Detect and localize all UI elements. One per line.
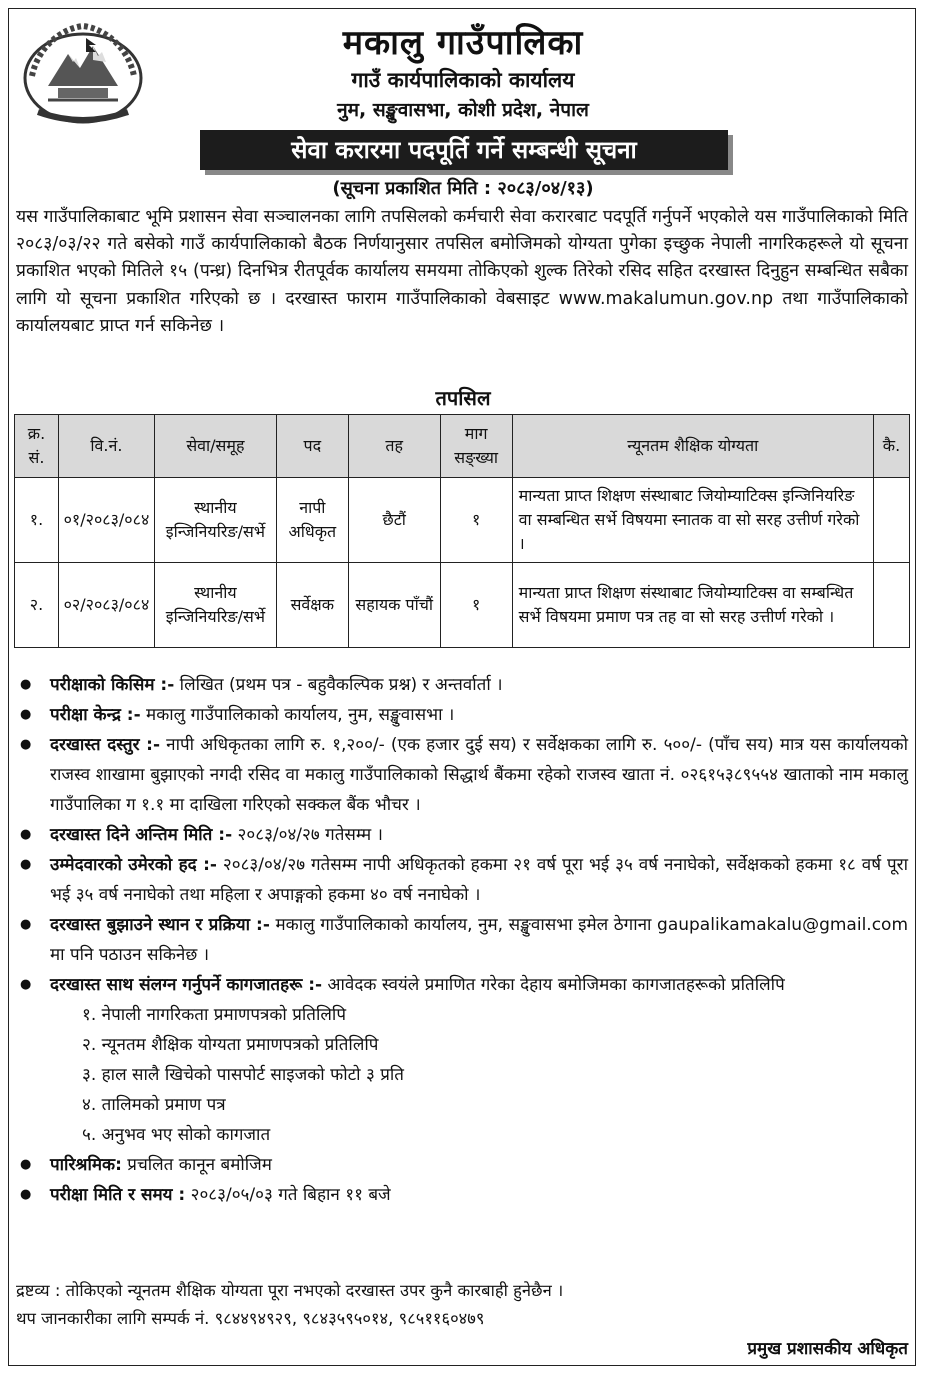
table-header-row	[15, 415, 910, 478]
row-level: सहायक पाँचौं	[348, 563, 440, 648]
office-name: गाउँ कार्यपालिकाको कार्यालय	[351, 68, 575, 92]
row-ad-no: ०१/२०८३/०८४	[58, 478, 154, 563]
deadline-text: २०८३/०४/२७ गतेसम्म ।	[232, 825, 383, 845]
submission-text: मकालु गाउँपालिकाको कार्यालय, नुम, सङ्खुवासभा इमेल ठेगाना gaupalikamakalu@gmail.com मा पनि पठाउन सकिनेछ ।	[50, 915, 908, 965]
age-limit-text: २०८३/०४/२७ गतेसम्म नापी अधिकृतको हकमा २१ वर्ष पूरा भई ३५ वर्ष ननाघेको, सर्वेक्षकको हकमा १८ वर्ष पूरा भई ३५ वर्ष ननाघेको तथा महिला र अपाङ्गको हकमा ४० वर्ष ननाघेको ।	[50, 855, 909, 905]
organization-name: मकालु गाउँपालिका	[342, 23, 584, 63]
col-header-sn: क्र. सं.	[15, 415, 59, 478]
exam-center-label: परीक्षा केन्द्र :-	[50, 705, 141, 725]
documents-text: आवेदक स्वयंले प्रमाणित गरेका देहाय बमोजिमका कागजातहरूको प्रतिलिपि	[322, 975, 785, 995]
row-sn: २.	[15, 563, 59, 648]
exam-type-label: परीक्षाको किसिम :-	[50, 675, 175, 695]
col-header-post: पद	[276, 415, 348, 478]
exam-date-text: २०८३/०५/०३ गते बिहान ११ बजे	[185, 1185, 391, 1205]
fee-label: दरखास्त दस्तुर :-	[50, 735, 161, 755]
row-post: नापी अधिकृत	[276, 478, 348, 563]
deadline-item	[16, 820, 908, 850]
row-count: १	[440, 478, 512, 563]
row-service: स्थानीय इन्जिनियरिङ/सर्भे	[154, 478, 276, 563]
document-item: १. नेपाली नागरिकता प्रमाणपत्रको प्रतिलिपि	[82, 1005, 346, 1025]
deadline-label: दरखास्त दिने अन्तिम मिति :-	[50, 825, 233, 845]
fee-text: नापी अधिकृतका लागि रु. १,२००/- (एक हजार दुई सय) र सर्वेक्षकका लागि रु. ५००/- (पाँच सय) मात्र यस कार्यालयको राजस्व शाखामा बुझाएको नगदी रसिद वा मकालु गाउँपालिकाको सिद्धार्थ बैंकमा रहेको राजस्व खाता नं. ०२६१५३८९५५४ खाताको नाम मकालु गाउँपालिका ग १.१ मा दाखिला गरिएको सक्कल बैंक भौचर ।	[50, 735, 908, 815]
submission-label: दरखास्त बुझाउने स्थान र प्रक्रिया :-	[50, 915, 270, 935]
col-header-level: तह	[348, 415, 440, 478]
col-header-ad-no: वि.नं.	[58, 415, 154, 478]
col-header-count: माग सङ्ख्या	[440, 415, 512, 478]
remuneration-item	[16, 1150, 908, 1180]
remuneration-label: पारिश्रमिक:	[50, 1155, 122, 1175]
row-qualification: मान्यता प्राप्त शिक्षण संस्थाबाट जियोम्याटिक्स वा सम्बन्धित सर्भे विषयमा प्रमाण पत्र तह वा सो सरह उत्तीर्ण गरेको ।	[512, 563, 873, 648]
conditions-list	[16, 670, 908, 1210]
exam-type-text: लिखित (प्रथम पत्र - बहुवैकल्पिक प्रश्न) र अन्तर्वार्ता ।	[174, 675, 503, 695]
table-heading: तपसिल	[435, 386, 491, 410]
documents-item	[16, 970, 908, 1150]
document-item: ५. अनुभव भए सोको कागजात	[82, 1125, 271, 1145]
col-header-remarks: कै.	[873, 415, 909, 478]
submission-item	[16, 910, 908, 970]
row-remarks	[873, 563, 909, 648]
fee-item	[16, 730, 908, 820]
documents-label: दरखास्त साथ संलग्न गर्नुपर्ने कागजातहरू :-	[50, 975, 323, 995]
row-qualification: मान्यता प्राप्त शिक्षण संस्थाबाट जियोम्याटिक्स इन्जिनियरिङ वा सम्बन्धित सर्भे विषयमा स्नातक वा सो सरह उत्तीर्ण गरेको ।	[512, 478, 873, 563]
age-limit-item	[16, 850, 908, 910]
exam-center-item	[16, 700, 908, 730]
row-sn: १.	[15, 478, 59, 563]
exam-date-label: परीक्षा मिति र समय :	[50, 1185, 186, 1205]
exam-date-item	[16, 1180, 908, 1210]
attention-note: द्रष्टव्य : तोकिएको न्यूनतम शैक्षिक योग्यता पूरा नभएको दरखास्त उपर कुनै कारबाही हुनेछैन ।	[16, 1281, 564, 1300]
exam-type-item	[16, 670, 908, 700]
exam-center-text: मकालु गाउँपालिकाको कार्यालय, नुम, सङ्खुवासभा ।	[140, 705, 455, 725]
age-limit-label: उम्मेदवारको उमेरको हद :-	[50, 855, 217, 875]
row-post: सर्वेक्षक	[276, 563, 348, 648]
notice-title: सेवा करारमा पदपूर्ति गर्ने सम्बन्धी सूचना	[200, 130, 728, 170]
row-ad-no: ०२/२०८३/०८४	[58, 563, 154, 648]
published-date: (सूचना प्रकाशित मिति : २०८३/०४/१३)	[332, 178, 594, 199]
document-item: ३. हाल सालै खिचेको पासपोर्ट साइजको फोटो ३ प्रति	[82, 1065, 404, 1085]
document-item: ४. तालिमको प्रमाण पत्र	[82, 1095, 226, 1115]
signature-title: प्रमुख प्रशासकीय अधिकृत	[747, 1339, 908, 1359]
office-address: नुम, सङ्खुवासभा, कोशी प्रदेश, नेपाल	[337, 99, 589, 121]
document-item: २. न्यूनतम शैक्षिक योग्यता प्रमाणपत्रको प्रतिलिपि	[82, 1035, 379, 1055]
row-level: छैटौं	[348, 478, 440, 563]
table-row	[15, 478, 910, 563]
remuneration-text: प्रचलित कानून बमोजिम	[121, 1155, 272, 1175]
col-header-qualification: न्यूनतम शैक्षिक योग्यता	[512, 415, 873, 478]
contact-note: थप जानकारीका लागि सम्पर्क नं. ९८४४९४९२९, ९८४३५९५०१४, ९८५११६०४७९	[16, 1309, 485, 1328]
vacancy-table	[14, 414, 910, 648]
documents-sublist	[50, 1000, 908, 1150]
col-header-service: सेवा/समूह	[154, 415, 276, 478]
intro-paragraph: यस गाउँपालिकाबाट भूमि प्रशासन सेवा सञ्चालनका लागि तपसिलको कर्मचारी सेवा करारबाट पदपूर्ति गर्नुपर्ने भएकोले यस गाउँपालिकाको मिति २०८३/०३/२२ गते बसेको गाउँ कार्यपालिकाको बैठक निर्णयानुसार तपसिल बमोजिमको योग्यता पुगेका इच्छुक नेपाली नागरिकहरूले यो सूचना प्रकाशित भएको मितिले १५ (पन्ध्र) दिनभित्र रीतपूर्वक कार्यालय समयमा तोकिएको शुल्क तिरेको रसिद सहित दरखास्त दिनुहुन सम्बन्धित सबैका लागि यो सूचना प्रकाशित गरिएको छ । दरखास्त फाराम गाउँपालिकाको वेबसाइट www.makalumun.gov.np तथा गाउँपालिकाको कार्यालयबाट प्राप्त गर्न सकिनेछ ।	[16, 207, 908, 336]
row-remarks	[873, 478, 909, 563]
table-row	[15, 563, 910, 648]
row-service: स्थानीय इन्जिनियरिङ/सर्भे	[154, 563, 276, 648]
row-count: १	[440, 563, 512, 648]
